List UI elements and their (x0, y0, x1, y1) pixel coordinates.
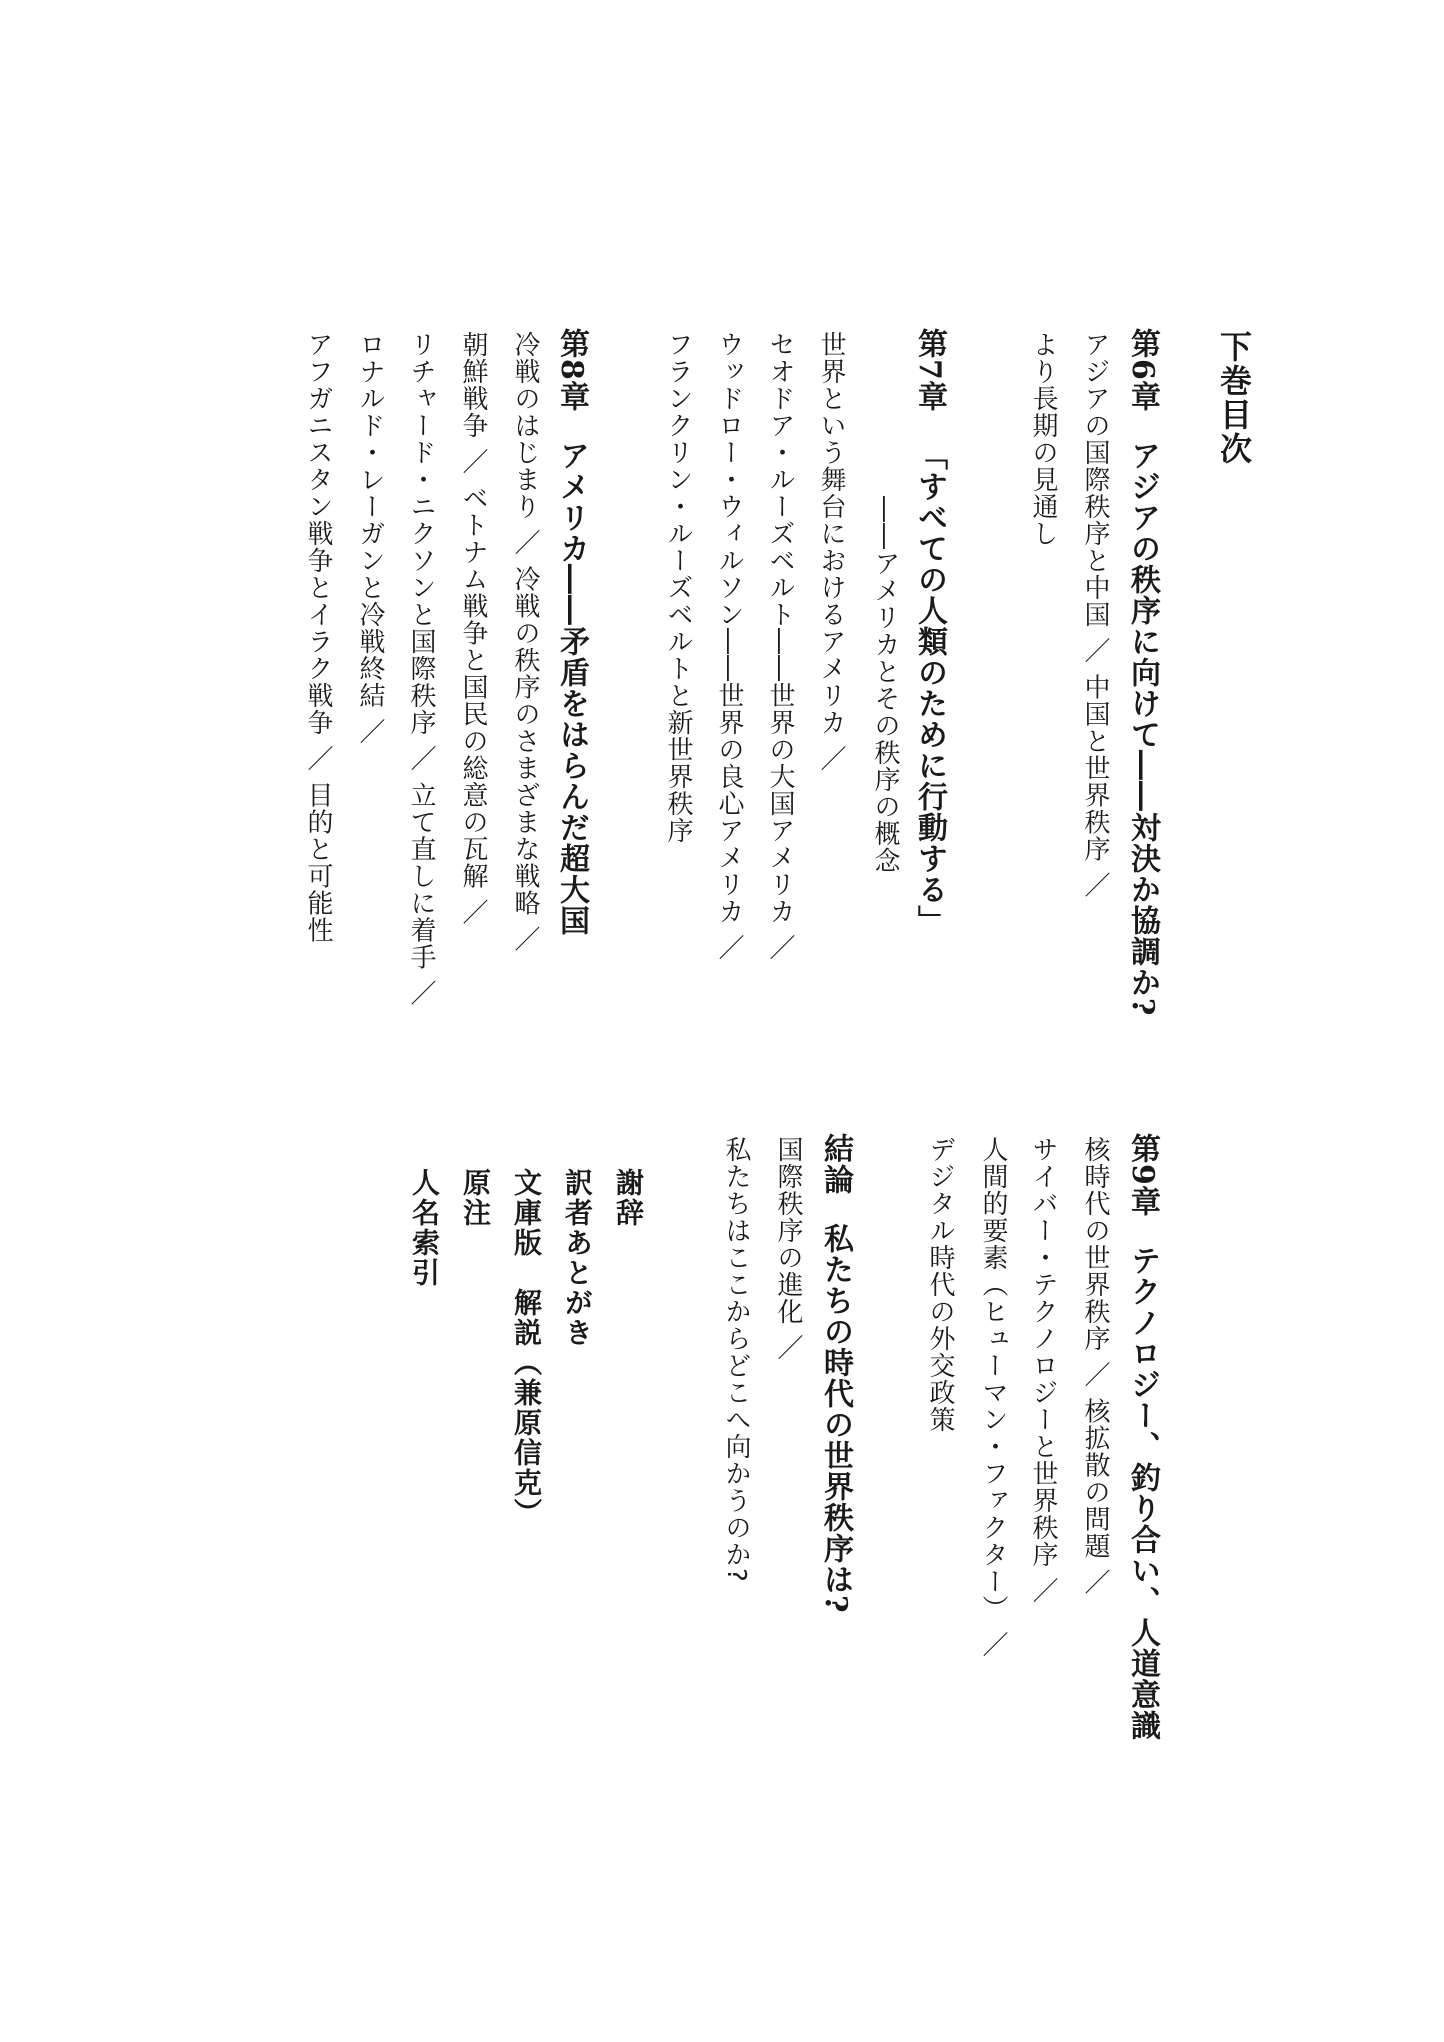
chapter-9-heading (1125, 1133, 1160, 1741)
paperback-commentary-entry: 文庫版 解説（兼原信克） (510, 1168, 543, 1528)
conclusion-title: 私たちの時代の世界秩序は? (818, 1223, 853, 1614)
chapter-9-title: テクノロジー、釣り合い、人道意識 (1125, 1244, 1160, 1741)
chapter-9-section-4: デジタル時代の外交政策 (925, 1136, 955, 1433)
chapter-8-section-1: 冷戦のはじまり ／ 冷戦の秩序のさまざまな戦略 ／ (510, 331, 540, 953)
chapter-7-title: 「すべての人類のために行動する」 (912, 439, 947, 936)
chapter-6-section-1: アジアの国際秩序と中国 ／ 中国と世界秩序 ／ (1080, 331, 1110, 899)
acknowledgments-entry: 謝辞 (612, 1168, 645, 1228)
chapter-8-section-4: ロナルド・レーガンと冷戦終結 ／ (355, 331, 385, 746)
chapter-6-heading (1125, 328, 1160, 1017)
chapter-6-label: 第6章 (1125, 328, 1160, 412)
chapter-9-label: 第9章 (1125, 1133, 1160, 1217)
chapter-9-section-3: 人間的要素（ヒューマン・ファクター） ／ (978, 1136, 1008, 1659)
chapter-6-title: アジアの秩序に向けて――対決か協調か? (1125, 439, 1160, 1017)
conclusion-section-2: 私たちはここからどこへ向かうのか? (721, 1136, 751, 1583)
chapter-8-section-2: 朝鮮戦争 ／ ベトナム戦争と国民の総意の瓦解 ／ (458, 331, 488, 926)
chapter-8-title: アメリカ――矛盾をはらんだ超大国 (554, 439, 589, 936)
chapter-7-label: 第7章 (912, 328, 947, 412)
conclusion-label: 結論 (818, 1133, 853, 1195)
translator-afterword-entry: 訳者あとがき (561, 1168, 594, 1348)
chapter-7-section-3: ウッドロー・ウィルソン――世界の良心アメリカ ／ (714, 331, 744, 962)
chapter-8-label: 第8章 (554, 328, 589, 412)
chapter-8-section-3: リチャード・ニクソンと国際秩序 ／ 立て直しに着手 ／ (406, 331, 436, 1007)
chapter-9-section-1: 核時代の世界秩序 ／ 核拡散の問題 ／ (1080, 1136, 1110, 1596)
chapter-7-subheading: ――アメリカとその秩序の概念 (870, 496, 900, 874)
chapter-7-heading (912, 328, 947, 936)
chapter-6-section-2: より長期の見通し (1028, 331, 1058, 547)
chapter-8-heading (554, 328, 589, 936)
chapter-7-section-2: セオドア・ルーズベルト――世界の大国アメリカ ／ (765, 331, 795, 962)
conclusion-section-1: 国際秩序の進化 ／ (773, 1136, 803, 1362)
chapter-9-section-2: サイバー・テクノロジーと世界秩序 ／ (1028, 1136, 1058, 1605)
chapter-7-section-4: フランクリン・ルーズベルトと新世界秩序 (663, 331, 693, 844)
name-index-entry: 人名索引 (408, 1168, 441, 1288)
page-title: 下巻目次 (1215, 330, 1253, 466)
chapter-8-section-5: アフガニスタン戦争とイラク戦争 ／ 目的と可能性 (303, 331, 333, 944)
notes-entry: 原注 (459, 1168, 492, 1228)
chapter-7-section-1: 世界という舞台におけるアメリカ ／ (816, 331, 846, 773)
conclusion-heading (818, 1133, 853, 1614)
